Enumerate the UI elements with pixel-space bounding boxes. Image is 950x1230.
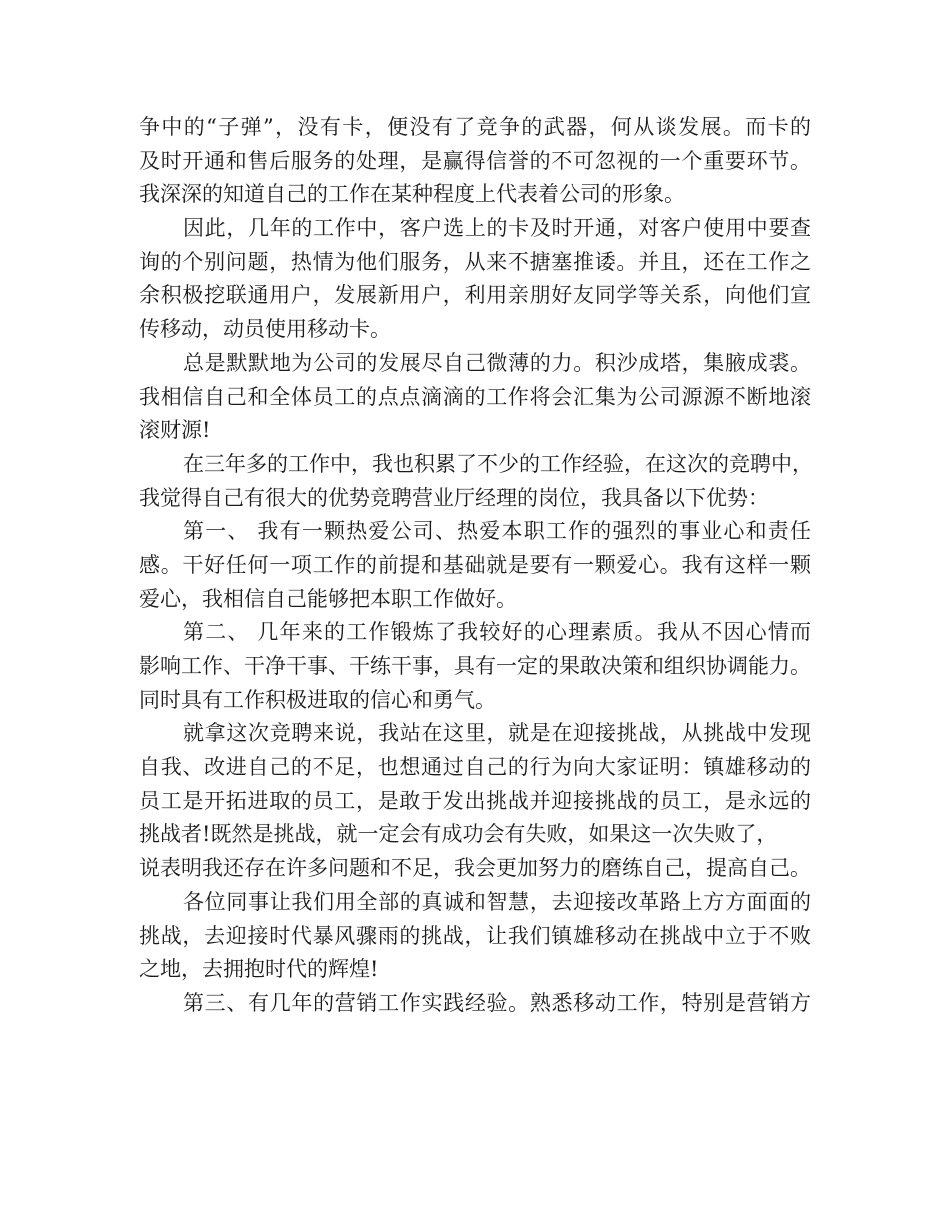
text-line: 及时开通和售后服务的处理，是赢得信誉的不可忽视的一个重要环节。 [139, 148, 811, 173]
paragraph [139, 886, 811, 987]
paragraph [139, 448, 811, 515]
text-line: 感。干好任何一项工作的前提和基础就是要有一颗爱心。我有这样一颗 [139, 552, 811, 577]
text-line: 爱心，我相信自己能够把本职工作做好。 [139, 586, 517, 611]
text-line: 我觉得自己有很大的优势竞聘营业厅经理的岗位，我具备以下优势： [139, 485, 769, 510]
paragraph [139, 347, 811, 448]
text-line: 第三、有几年的营销工作实践经验。熟悉移动工作，特别是营销方 [183, 990, 811, 1015]
text-line: 自我、改进自己的不足，也想通过自己的行为向大家证明：镇雄移动的 [139, 755, 811, 780]
text-line: 挑战者!既然是挑战，就一定会有成功会有失败，如果这一次失败了， [139, 822, 778, 847]
paragraph [139, 111, 811, 212]
text-line: 挑战，去迎接时代暴风骤雨的挑战，让我们镇雄移动在挑战中立于不败 [139, 923, 811, 948]
text-line: 第二、 几年来的工作锻炼了我较好的心理素质。我从不因心情而 [183, 620, 811, 645]
text-line: 第一、 我有一颗热爱公司、热爱本职工作的强烈的事业心和责任 [183, 519, 811, 544]
paragraph [139, 987, 811, 1021]
text-line: 之地，去拥抱时代的辉煌! [139, 957, 379, 982]
paragraph [139, 515, 811, 616]
paragraph [139, 212, 811, 347]
text-line: 就拿这次竞聘来说，我站在这里，就是在迎接挑战，从挑战中发现 [183, 721, 811, 746]
text-line: 争中的“子弹”，没有卡，便没有了竞争的武器，何从谈发展。而卡的 [139, 115, 811, 139]
text-line: 说表明我还存在许多问题和不足，我会更加努力的磨练自己，提高自己。 [139, 856, 811, 881]
text-line: 总是默默地为公司的发展尽自己微薄的力。积沙成塔，集腋成裘。 [183, 350, 811, 375]
text-line: 滚财源! [139, 418, 211, 443]
document-body [139, 111, 811, 1021]
text-line: 在三年多的工作中，我也积累了不少的工作经验，在这次的竞聘中， [183, 451, 813, 476]
text-line: 影响工作、干净干事、干练干事，具有一定的果敢决策和组织协调能力。 [139, 654, 811, 678]
paragraph [139, 717, 811, 885]
paragraph [139, 616, 811, 717]
text-line: 同时具有工作积极进取的信心和勇气。 [139, 687, 496, 712]
text-line: 因此，几年的工作中，客户选上的卡及时开通，对客户使用中要查 [183, 216, 811, 241]
text-line: 员工是开拓进取的员工，是敢于发出挑战并迎接挑战的员工，是永远的 [139, 788, 811, 813]
text-line: 我深深的知道自己的工作在某种程度上代表着公司的形象。 [139, 182, 685, 207]
text-line: 询的个别问题，热情为他们服务，从来不搪塞推诿。并且，还在工作之 [139, 249, 811, 274]
text-line: 我相信自己和全体员工的点点滴滴的工作将会汇集为公司源源不断地滚 [139, 384, 811, 409]
text-line: 传移动，动员使用移动卡。 [139, 317, 391, 342]
text-line: 余积极挖联通用户，发展新用户，利用亲朋好友同学等关系，向他们宣 [139, 283, 811, 308]
text-line: 各位同事让我们用全部的真诚和智慧，去迎接改革路上方方面面的 [183, 889, 811, 914]
